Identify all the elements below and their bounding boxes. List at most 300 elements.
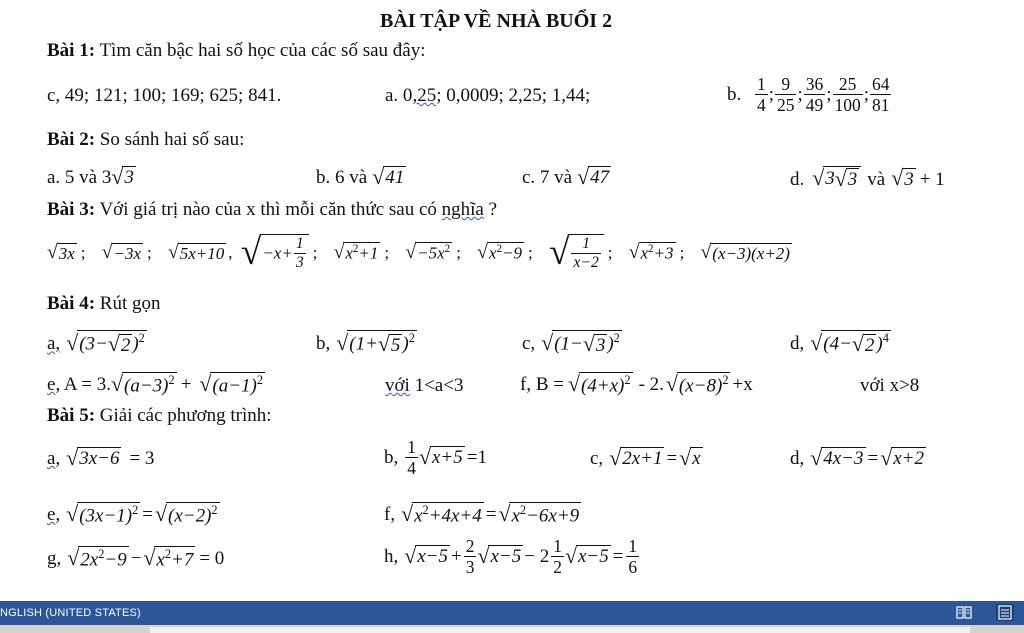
exercise-2d-tail: + 1 bbox=[919, 168, 945, 190]
radicand-part: x bbox=[488, 244, 497, 264]
exercise-2d-and: và bbox=[867, 168, 886, 190]
exercise-5b-rhs: =1 bbox=[466, 447, 487, 469]
separator: ; bbox=[826, 84, 832, 106]
exponent: 2 bbox=[613, 331, 620, 345]
radical-sign: √ bbox=[834, 167, 847, 191]
radical bbox=[577, 166, 611, 189]
radical-sign: √ bbox=[143, 545, 156, 570]
radical-sign: √ bbox=[880, 445, 893, 470]
numerator: 1 bbox=[628, 536, 638, 556]
radical-sign: √ bbox=[679, 445, 692, 470]
radicand-part: (3x−1) bbox=[79, 505, 133, 527]
exponent: 2 bbox=[132, 503, 139, 517]
radical bbox=[477, 242, 524, 263]
fraction bbox=[571, 235, 600, 272]
exercise-1a-pre: a. 0 bbox=[385, 85, 413, 106]
exponent: 2 bbox=[519, 503, 527, 517]
radicand-part: (3− bbox=[79, 333, 108, 355]
exercise-1b-label: b. bbox=[727, 84, 742, 106]
radical-sign: √ bbox=[700, 242, 712, 264]
radical bbox=[66, 502, 140, 527]
radical-sign: √ bbox=[477, 543, 490, 568]
exercise-2c-text: c. 7 và bbox=[522, 166, 573, 188]
radical-sign: √ bbox=[333, 242, 345, 264]
radical-sign: √ bbox=[336, 330, 349, 355]
radical bbox=[609, 447, 664, 470]
radical-sign: √ bbox=[66, 330, 79, 355]
fraction bbox=[294, 235, 306, 272]
exercise-1a-spell: ,25 bbox=[412, 85, 437, 106]
radical bbox=[401, 502, 484, 527]
exercise-5e-label: e bbox=[47, 504, 56, 526]
radicand-part: x bbox=[156, 549, 165, 571]
radical-sign: √ bbox=[418, 444, 431, 469]
exercise-5a-label: a bbox=[47, 447, 56, 469]
radicand: −3x bbox=[113, 243, 142, 263]
exercise-2d-label: d. bbox=[790, 168, 805, 190]
radicand: 3 bbox=[124, 167, 134, 188]
exercise-4f bbox=[520, 372, 753, 397]
read-mode-icon[interactable] bbox=[955, 604, 973, 621]
radicand bbox=[677, 372, 731, 397]
radicand-part: 2x bbox=[80, 549, 99, 571]
radical bbox=[477, 545, 523, 568]
radical bbox=[565, 545, 611, 568]
radicand-part: (a−1) bbox=[212, 375, 257, 397]
radical bbox=[404, 545, 450, 568]
radicand: 5x+10 bbox=[179, 243, 225, 263]
exercise-5g-label: g, bbox=[47, 548, 62, 570]
exercise-5h-label: h, bbox=[384, 546, 399, 568]
radical bbox=[629, 242, 676, 263]
radicand bbox=[166, 502, 220, 527]
radicand bbox=[579, 372, 633, 397]
numerator: 1 bbox=[407, 437, 416, 457]
radicand bbox=[78, 546, 128, 571]
radicand-part: −x+ bbox=[262, 243, 293, 263]
exercise-5g bbox=[47, 546, 224, 571]
radicand: 41 bbox=[385, 167, 405, 188]
radical bbox=[67, 546, 128, 571]
separator: ; bbox=[456, 243, 461, 263]
radicand-part: (x−8) bbox=[678, 375, 723, 397]
exercise-2d bbox=[790, 166, 945, 192]
exercise-4a bbox=[47, 330, 147, 358]
fraction bbox=[405, 437, 418, 478]
radical-sign: √ bbox=[577, 164, 590, 189]
radical bbox=[880, 447, 926, 470]
radicand-part: +3 bbox=[653, 244, 674, 264]
exercise-5b bbox=[384, 437, 487, 478]
read-mode-icon-graphic bbox=[955, 604, 973, 621]
radical-sign: √ bbox=[67, 545, 80, 570]
radicand: x−5 bbox=[490, 546, 522, 568]
exponent: 4 bbox=[882, 331, 889, 345]
denominator: x−2 bbox=[573, 253, 599, 271]
radical bbox=[583, 332, 608, 357]
radicand bbox=[823, 166, 861, 192]
radicand: 3 bbox=[904, 168, 914, 190]
numerator: 25 bbox=[833, 74, 863, 95]
exercise-1a-post: ; 0,0009; 2,25; 1,44; bbox=[436, 85, 591, 106]
numerator: 2 bbox=[465, 536, 475, 556]
exercise-2b-text: b. 6 và bbox=[316, 166, 368, 188]
radical-sign: √ bbox=[851, 332, 864, 357]
numerator: 64 bbox=[872, 74, 890, 94]
radical-sign: √ bbox=[107, 332, 120, 357]
radicand: x+5 bbox=[431, 447, 463, 469]
exercise-2b bbox=[316, 166, 406, 189]
numerator: 9 bbox=[775, 74, 796, 95]
print-layout-icon-graphic bbox=[996, 604, 1014, 621]
exercise-4e bbox=[47, 372, 265, 397]
radical bbox=[568, 372, 633, 397]
exercise-4f-text: f, B = bbox=[520, 374, 564, 396]
operator: − bbox=[130, 548, 142, 570]
radicand-part: +1 bbox=[358, 244, 379, 264]
operator: = bbox=[485, 504, 497, 526]
radicand bbox=[343, 242, 380, 263]
radicand: 47 bbox=[590, 167, 610, 188]
radical-sign: √ bbox=[405, 242, 417, 264]
exercise-4e-text: , A = 3. bbox=[55, 374, 112, 396]
denominator: 81 bbox=[872, 95, 890, 116]
exercise-5f bbox=[384, 502, 581, 527]
exercise-5g-rhs: = 0 bbox=[199, 548, 225, 570]
radical-sign: √ bbox=[377, 332, 390, 357]
radicand bbox=[639, 242, 676, 263]
operator: = bbox=[142, 504, 153, 526]
exercise-4a-label: a, bbox=[47, 333, 61, 355]
exercise-1-label: Bài 1: bbox=[47, 40, 96, 61]
separator: , bbox=[228, 243, 233, 263]
fraction bbox=[626, 536, 639, 577]
exponent: 2 bbox=[211, 503, 218, 517]
radical-sign: √ bbox=[199, 371, 212, 396]
radical bbox=[111, 372, 177, 397]
radicand-part: x bbox=[511, 505, 520, 527]
exercise-4-heading bbox=[47, 294, 160, 313]
fraction bbox=[464, 536, 477, 577]
print-layout-icon[interactable] bbox=[996, 604, 1014, 621]
radical-sign: √ bbox=[111, 164, 124, 189]
exercise-2-heading bbox=[47, 130, 244, 149]
numerator: 1 bbox=[571, 235, 600, 254]
radicand bbox=[552, 330, 622, 358]
exponent: 2 bbox=[496, 243, 502, 256]
exercise-5-heading bbox=[47, 406, 272, 425]
exponent: 2 bbox=[138, 331, 145, 345]
radical-sign: √ bbox=[628, 242, 640, 264]
radical bbox=[701, 243, 792, 264]
radicand bbox=[347, 330, 417, 358]
exercise-4e-with: với bbox=[385, 375, 410, 396]
radicand bbox=[509, 502, 581, 527]
numerator: 36 bbox=[805, 74, 824, 94]
exponent: 2 bbox=[168, 373, 175, 387]
document-title: BÀI TẬP VỀ NHÀ BUỔI 2 bbox=[380, 10, 613, 32]
exercise-5e-comma: , bbox=[55, 504, 61, 526]
fraction bbox=[833, 74, 863, 115]
radicand-part: −6x+9 bbox=[526, 505, 580, 527]
radical bbox=[498, 502, 581, 527]
radical bbox=[108, 332, 133, 357]
radicand-part: (x−2) bbox=[168, 505, 212, 527]
radicand bbox=[260, 234, 308, 272]
exercise-2a bbox=[47, 166, 136, 189]
exponent: 2 bbox=[624, 373, 631, 387]
radicand-part: (4+x) bbox=[580, 375, 625, 397]
exercise-5c-label: c, bbox=[590, 447, 604, 469]
exercise-4c bbox=[522, 330, 622, 358]
radicand-part: x bbox=[345, 244, 353, 264]
exercise-1b bbox=[727, 74, 892, 115]
radicand-part: x bbox=[640, 244, 649, 264]
status-bar bbox=[0, 601, 1024, 625]
exercise-2a-text: a. 5 và 3 bbox=[47, 166, 112, 188]
radical bbox=[155, 502, 220, 527]
operator: = bbox=[666, 447, 678, 469]
exercise-5-label: Bài 5: bbox=[47, 405, 96, 426]
radicand: 4x−3 bbox=[823, 448, 864, 469]
denominator: 3 bbox=[295, 253, 304, 271]
denominator: 100 bbox=[834, 95, 861, 116]
exercise-5e bbox=[47, 502, 220, 527]
radical-sign: √ bbox=[567, 371, 580, 396]
exercise-5f-label: f, bbox=[384, 504, 396, 526]
exercise-4b-label: b, bbox=[316, 333, 331, 355]
separator: ; bbox=[679, 243, 685, 263]
fraction bbox=[804, 74, 825, 115]
denominator: 25 bbox=[777, 95, 795, 116]
exercise-5b-label: b, bbox=[384, 447, 399, 469]
separator: ; bbox=[527, 243, 533, 263]
exercise-4e-label: e bbox=[47, 374, 56, 396]
separator: ; bbox=[384, 243, 390, 263]
radicand: x bbox=[692, 448, 701, 469]
radicand-part: −5x bbox=[417, 244, 445, 264]
radical-sign: √ bbox=[564, 543, 577, 568]
separator: ; bbox=[312, 243, 318, 263]
exponent: 2 bbox=[352, 243, 359, 256]
separator: ; bbox=[768, 84, 775, 106]
radicand bbox=[568, 234, 603, 272]
exercise-4c-label: c, bbox=[522, 333, 536, 355]
radical bbox=[143, 546, 195, 571]
radical-sign: √ bbox=[498, 501, 511, 526]
radicand bbox=[122, 372, 177, 397]
exercise-4-label: Bài 4: bbox=[47, 293, 96, 314]
exercise-3-heading bbox=[47, 200, 497, 219]
exercise-4f-condition: với x>8 bbox=[860, 375, 920, 396]
radicand: 2 bbox=[120, 334, 131, 356]
denominator: 4 bbox=[757, 95, 766, 116]
radical bbox=[852, 332, 877, 357]
radical-sign: √ bbox=[812, 166, 825, 191]
separator: ; bbox=[863, 84, 869, 106]
separator: ; bbox=[80, 243, 86, 263]
radicand-part: ) bbox=[607, 333, 614, 355]
radicand bbox=[821, 330, 891, 358]
radical-sign: √ bbox=[155, 501, 167, 526]
exercise-4f-tail: +x bbox=[732, 374, 753, 396]
denominator: 6 bbox=[628, 557, 638, 578]
radical-sign: √ bbox=[582, 332, 595, 357]
numerator: 1 bbox=[295, 235, 304, 252]
radicand bbox=[210, 372, 265, 397]
radical-sign: √ bbox=[66, 501, 79, 526]
exercise-5d-label: d, bbox=[790, 447, 805, 469]
exercise-4d bbox=[790, 330, 891, 358]
radical bbox=[810, 447, 865, 470]
operator: + bbox=[180, 374, 192, 396]
exercise-3-label: Bài 3: bbox=[47, 199, 96, 220]
exercise-5-text: Giải các phương trình: bbox=[99, 405, 272, 426]
radical-sign: √ bbox=[891, 166, 904, 191]
radicand-part: (1+ bbox=[349, 333, 378, 355]
exercise-5a-rhs: = 3 bbox=[129, 447, 155, 469]
radicand: 3x bbox=[58, 243, 75, 263]
exercise-2-text: So sánh hai số sau: bbox=[99, 129, 245, 150]
radical bbox=[666, 372, 731, 397]
exercise-5h bbox=[384, 536, 640, 577]
exercise-4b bbox=[316, 330, 417, 358]
radicand: 5 bbox=[390, 334, 401, 356]
radicand: 3x−6 bbox=[79, 448, 120, 469]
exercise-2-label: Bài 2: bbox=[47, 129, 96, 150]
radical-sign: √ bbox=[66, 445, 79, 470]
exercise-3-spell: nghĩa bbox=[441, 199, 484, 220]
radicand-part: +7 bbox=[171, 549, 194, 571]
radical-sign: √ bbox=[101, 242, 113, 264]
exponent: 2 bbox=[722, 373, 729, 387]
radical bbox=[336, 330, 417, 358]
radicand-part: −9 bbox=[104, 549, 127, 571]
exercise-5a-comma: , bbox=[55, 447, 61, 469]
radicand: 2x+1 bbox=[622, 448, 663, 469]
fraction bbox=[551, 536, 564, 577]
exercise-4-text: Rút gọn bbox=[99, 293, 161, 314]
radical bbox=[66, 447, 121, 470]
radicand-part: ) bbox=[402, 333, 409, 355]
separator: ; bbox=[147, 243, 152, 263]
radical-sign: √ bbox=[810, 330, 823, 355]
exercise-5c bbox=[590, 447, 703, 470]
radical bbox=[810, 330, 891, 358]
exercise-1-heading bbox=[47, 41, 426, 60]
radical bbox=[111, 166, 136, 189]
scrollbar-thumb[interactable] bbox=[150, 627, 970, 633]
radical bbox=[199, 372, 265, 397]
radicand bbox=[77, 502, 140, 527]
exercise-1b-fractions bbox=[754, 74, 892, 116]
radical-sign: √ bbox=[401, 501, 414, 526]
fraction bbox=[755, 74, 768, 115]
exponent: 2 bbox=[444, 243, 451, 256]
radical bbox=[812, 166, 861, 192]
radical bbox=[679, 447, 702, 470]
radical bbox=[334, 242, 381, 263]
operator: = bbox=[612, 546, 624, 568]
radical bbox=[47, 243, 77, 264]
exercise-1-text: Tìm căn bậc hai số học của các số sau đây: bbox=[99, 40, 426, 61]
radical bbox=[405, 242, 452, 263]
radicand-part: ) bbox=[132, 333, 139, 355]
radical bbox=[66, 330, 147, 358]
exercise-3-text: Với giá trị nào của x thì mỗi căn thức sau có bbox=[99, 199, 437, 220]
exponent: 2 bbox=[256, 373, 264, 387]
exponent: 2 bbox=[164, 547, 172, 561]
fraction bbox=[775, 74, 796, 115]
radical-sign: √ bbox=[404, 543, 417, 568]
radical bbox=[541, 330, 622, 358]
operator: - 2. bbox=[638, 374, 664, 396]
radical-sign: √ bbox=[47, 242, 58, 264]
exercise-5d bbox=[790, 447, 926, 470]
exercise-4e-range: 1<a<3 bbox=[409, 375, 464, 396]
radicand: 3 bbox=[595, 334, 606, 356]
radicand-part: (a−3) bbox=[124, 375, 169, 397]
language-indicator[interactable]: NGLISH (UNITED STATES) bbox=[0, 607, 141, 619]
horizontal-scrollbar[interactable] bbox=[0, 625, 1024, 633]
radical-sign: √ bbox=[810, 445, 823, 470]
radical bbox=[419, 446, 465, 469]
exercise-1c: c, 49; 121; 100; 169; 625; 841. bbox=[47, 85, 282, 106]
radicand bbox=[77, 330, 147, 358]
numerator: 1 bbox=[553, 536, 562, 556]
radicand-part: (4− bbox=[823, 333, 852, 355]
radical bbox=[372, 166, 406, 189]
radicand-part: −9 bbox=[501, 244, 522, 264]
radical-sign: √ bbox=[372, 164, 385, 189]
radicand-part: (1− bbox=[554, 333, 583, 355]
radical bbox=[378, 332, 403, 357]
separator: ; bbox=[797, 84, 803, 106]
radical bbox=[549, 234, 604, 272]
radicand: x−5 bbox=[577, 546, 609, 568]
radical-sign: √ bbox=[541, 330, 554, 355]
separator: ; bbox=[607, 243, 613, 263]
radical-sign: √ bbox=[477, 242, 488, 264]
radicand-part: +4x+4 bbox=[428, 505, 482, 527]
radicand: x−5 bbox=[417, 546, 449, 568]
exponent: 2 bbox=[408, 331, 415, 345]
radicand: x+2 bbox=[893, 448, 924, 469]
radical-sign: √ bbox=[665, 371, 678, 396]
operator: + bbox=[451, 546, 462, 568]
radical bbox=[241, 234, 309, 272]
numerator: 1 bbox=[757, 74, 766, 94]
exponent: 2 bbox=[422, 503, 429, 517]
radical-sign: √ bbox=[548, 232, 570, 274]
exercise-2c bbox=[522, 166, 611, 189]
radical-sign: √ bbox=[240, 232, 262, 274]
operator: − 2 bbox=[524, 546, 550, 568]
radicand-part: ) bbox=[876, 333, 883, 355]
radical bbox=[835, 167, 860, 192]
radicand-part: 3 bbox=[825, 167, 835, 189]
denominator: 49 bbox=[805, 95, 824, 116]
radical bbox=[102, 243, 143, 264]
operator: = bbox=[867, 447, 879, 469]
radicand bbox=[154, 546, 195, 571]
radicand bbox=[415, 242, 452, 263]
radicand bbox=[412, 502, 484, 527]
exercise-3-qmark: ? bbox=[488, 199, 498, 220]
exercise-1a bbox=[385, 86, 590, 105]
denominator: 2 bbox=[553, 557, 562, 578]
radicand: 2 bbox=[864, 334, 875, 356]
